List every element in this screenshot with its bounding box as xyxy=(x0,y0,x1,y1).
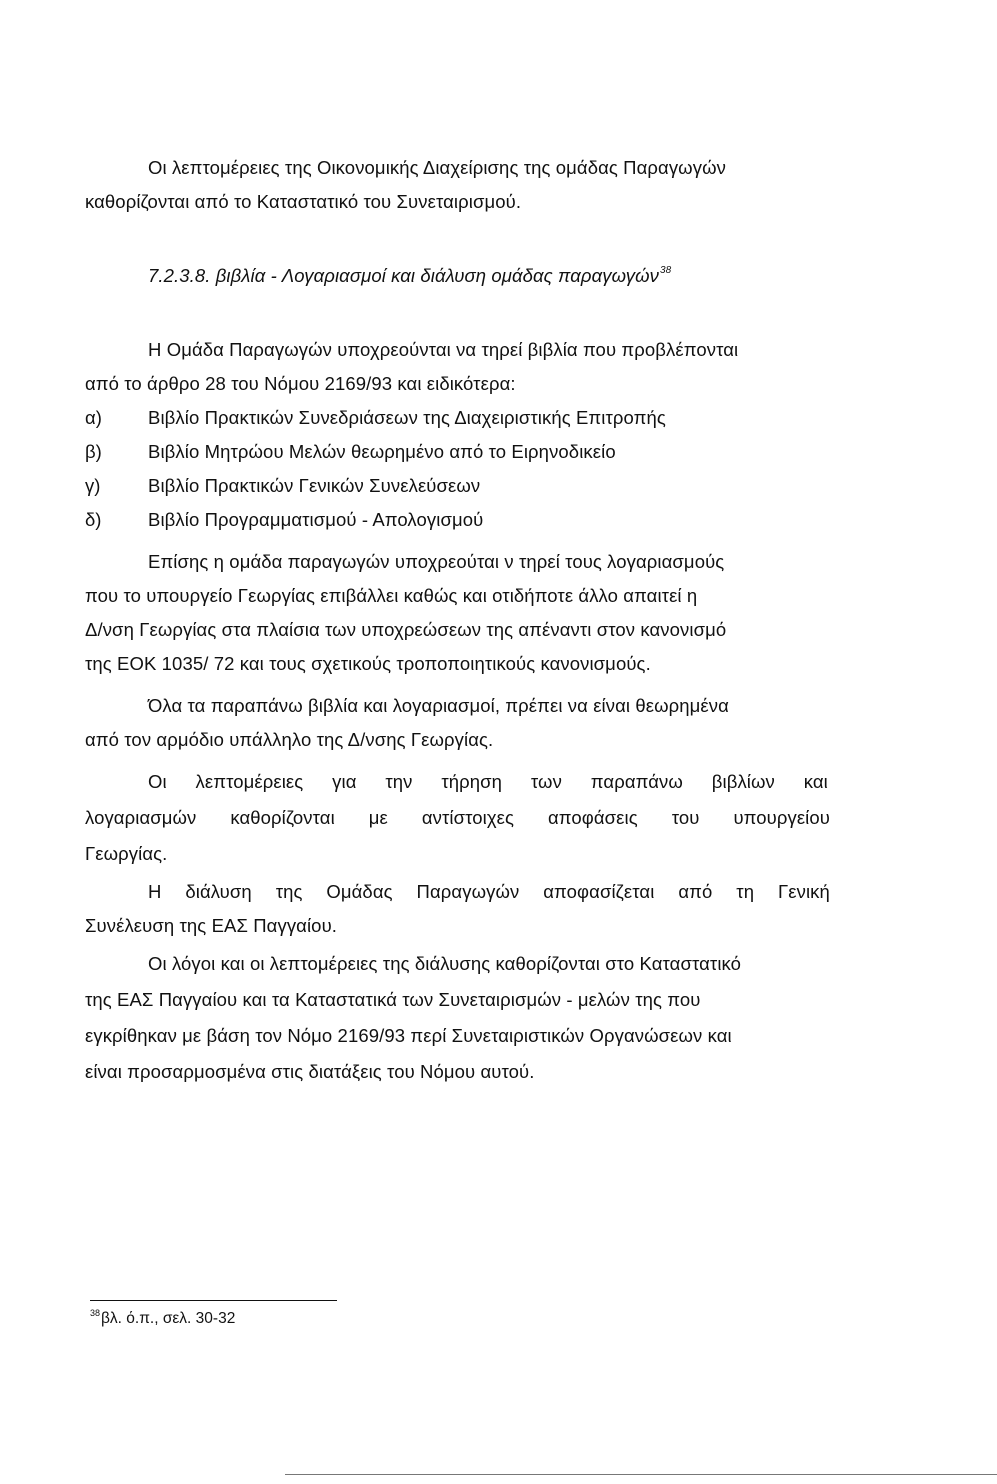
para6-line-3: εγκρίθηκαν με βάση τον Νόμο 2169/93 περί Συνεταιριστικών Οργανώσεων και xyxy=(85,1025,732,1046)
para6-line-2: της ΕΑΣ Παγγαίου και τα Καταστατικά των Συνεταιρισμών - μελών της που xyxy=(85,989,701,1010)
section-heading-text: 7.2.3.8. βιβλία - Λογαριασμοί και διάλυση ομάδας παραγωγών xyxy=(148,265,659,286)
page-bottom-rule xyxy=(285,1474,997,1475)
para3-line-1: Όλα τα παραπάνω βιβλία και λογαριασμοί, πρέπει να είναι θεωρημένα xyxy=(148,695,729,716)
list-item-text: Βιβλίο Μητρώου Μελών θεωρημένο από το Ειρηνοδικείο xyxy=(148,441,616,462)
list-item-text: Βιβλίο Πρακτικών Γενικών Συνελεύσεων xyxy=(148,475,481,496)
para5-line-1: Η διάλυση της Ομάδας Παραγωγών αποφασίζεται από τη Γενική xyxy=(148,881,830,902)
para2-line-2: που το υπουργείο Γεωργίας επιβάλλει καθώς και οτιδήποτε άλλο απαιτεί η xyxy=(85,585,698,606)
para6-line-4: είναι προσαρμοσμένα στις διατάξεις του Νόμου αυτού. xyxy=(85,1061,535,1082)
para6-line-1: Οι λόγοι και οι λεπτομέρειες της διάλυσης καθορίζονται στο Καταστατικό xyxy=(148,953,742,974)
section-footnote-ref: 38 xyxy=(659,265,672,276)
para1-line-1: Η Ομάδα Παραγωγών υποχρεούνται να τηρεί βιβλία που προβλέπονται xyxy=(148,339,739,360)
list-item-label: γ) xyxy=(85,475,101,496)
para2-line-1: Επίσης η ομάδα παραγωγών υποχρεούται ν τηρεί τους λογαριασμούς xyxy=(148,551,725,572)
footnote-number: 38 xyxy=(90,1308,101,1318)
para1-line-2: από το άρθρο 28 του Νόμου 2169/93 και ειδικότερα: xyxy=(85,373,516,394)
list-item-label: β) xyxy=(85,441,102,462)
para4-line-1: Οι λεπτομέρειες για την τήρηση των παραπάνω βιβλίων και xyxy=(148,771,828,792)
list-item-label: δ) xyxy=(85,509,102,530)
para4-line-2: λογαριασμών καθορίζονται με αντίστοιχες αποφάσεις του υπουργείου xyxy=(85,807,830,828)
section-heading xyxy=(148,264,671,292)
footnote xyxy=(90,1309,235,1330)
footnote-text: βλ. ό.π., σελ. 30-32 xyxy=(101,1310,236,1327)
para4-line-3: Γεωργίας. xyxy=(85,843,168,864)
para2-line-4: της ΕΟΚ 1035/ 72 και τους σχετικούς τροποποιητικούς κανονισμούς. xyxy=(85,653,651,674)
intro-line-1: Οι λεπτομέρειες της Οικονομικής Διαχείρισης της ομάδας Παραγωγών xyxy=(148,157,726,178)
intro-line-2: καθορίζονται από το Καταστατικό του Συνεταιρισμού. xyxy=(85,191,522,212)
list-item-text: Βιβλίο Προγραμματισμού - Απολογισμού xyxy=(148,509,484,530)
para2-line-3: Δ/νση Γεωργίας στα πλαίσια των υποχρεώσεων της απέναντι στον κανονισμό xyxy=(85,619,727,640)
para3-line-2: από τον αρμόδιο υπάλληλο της Δ/νσης Γεωργίας. xyxy=(85,729,494,750)
footnote-separator xyxy=(90,1300,337,1301)
para5-line-2: Συνέλευση της ΕΑΣ Παγγαίου. xyxy=(85,915,338,936)
list-item-text: Βιβλίο Πρακτικών Συνεδριάσεων της Διαχειριστικής Επιτροπής xyxy=(148,407,666,428)
list-item-label: α) xyxy=(85,407,102,428)
